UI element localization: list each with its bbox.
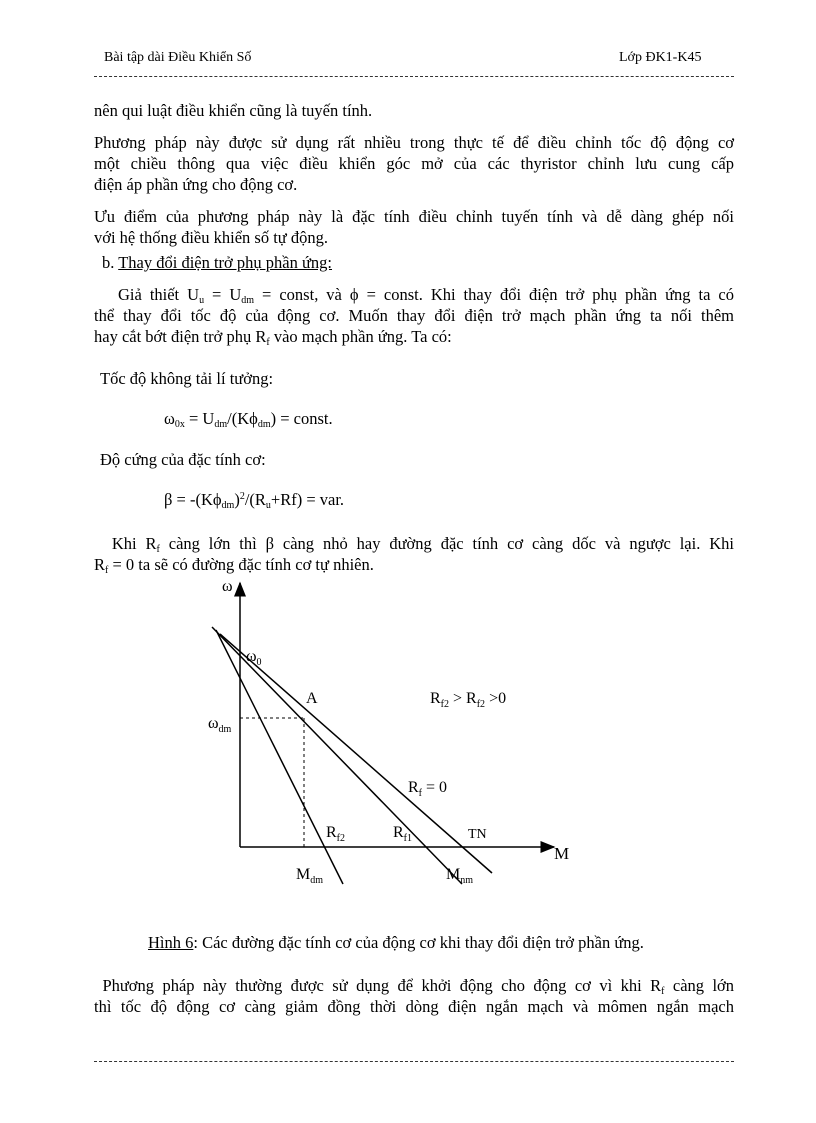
tn-label: TN xyxy=(468,827,487,842)
paragraph-4-line-2: thể thay đổi tốc độ của động cơ. Muốn thay đổi điện trở mạch phần ứng ta nối thêm xyxy=(94,306,734,325)
paragraph-6-line-1: Phương pháp này thường được sử dụng để khởi động cho động cơ vì khi $R_f$ càng lớn xyxy=(102,976,735,997)
point-a-label: A xyxy=(306,690,318,707)
caption-text: : Các đường đặc tính cơ của động cơ khi thay đổi điện trở phần ứng. xyxy=(193,933,644,952)
paragraph-3 xyxy=(94,206,734,248)
section-b-heading xyxy=(102,252,742,273)
figure-svg xyxy=(190,575,590,895)
caption-label: Hình 6 xyxy=(148,933,194,952)
paragraph-5-line-2: $R_f = 0$ ta sẽ có đường đặc tính cơ tự nhiên. xyxy=(94,555,374,576)
header-class: Lớp ĐK1-K45 xyxy=(619,50,702,65)
line-rf2 xyxy=(216,630,346,884)
paragraph-3-line-1: Ưu điểm của phương pháp này là đặc tính điều chỉnh tuyến tính và dễ dàng ghép nối xyxy=(94,207,734,226)
formula-ideal-speed: $\omega_{0x} = U_{dm}/(K\phi_{dm})$ = const. xyxy=(164,409,333,430)
mdm-label: $M_{dm}$ xyxy=(296,866,324,886)
formula-stiffness: $\beta = -(K\phi_{dm})^2/(R_u+Rf)$ = var. xyxy=(164,490,345,511)
mnm-label: $M_{nm}$ xyxy=(446,866,474,886)
y-axis-label: ω xyxy=(222,578,233,595)
characteristic-figure xyxy=(190,575,590,900)
x-axis-label: M xyxy=(554,844,570,863)
rf1-label: $R_{f1}$ xyxy=(393,824,413,844)
paragraph-6-line-2: thì tốc độ động cơ càng giảm đồng thời dòng điện ngắn mạch và mômen ngắn mạch xyxy=(94,997,734,1016)
paragraph-1 xyxy=(94,100,734,121)
paragraph-1-line: nên qui luật điều khiển cũng là tuyến tính. xyxy=(94,101,373,120)
rf2-label: $R_{f2}$ xyxy=(326,824,346,844)
section-b-prefix: b. xyxy=(102,253,119,272)
omega-dm-label: $\omega_{dm}$ xyxy=(208,715,232,735)
paragraph-5 xyxy=(94,533,734,575)
paragraph-5-line-1: Khi $R_f$ càng lớn thì β càng nhỏ hay đường đặc tính cơ càng dốc và ngược lại. Khi xyxy=(111,534,734,555)
paragraph-2 xyxy=(94,132,734,195)
footer-divider xyxy=(94,1061,734,1062)
paragraph-4-line-3: hay cắt bớt điện trở phụ $R_f$ vào mạch phần ứng. Ta có: xyxy=(94,327,452,348)
stiffness-label: Độ cứng của đặc tính cơ: xyxy=(100,450,266,469)
rf-zero-label: $R_f = 0$ xyxy=(408,779,448,799)
relation-label: $R_{f2} > R_{f2} >0$ xyxy=(430,690,507,710)
section-b-title: Thay đổi điện trở phụ phần ứng: xyxy=(118,253,333,272)
paragraph-4-line-1: Giả thiết $U_u = U_{dm}$ = const, và ϕ = const. Khi thay đổi điện trở phụ phần ứng ta có xyxy=(118,285,734,306)
paragraph-2-line-3: điện áp phần ứng cho động cơ. xyxy=(94,175,298,194)
paragraph-2-line-1: Phương pháp này được sử dụng rất nhiều trong thực tế để điều chỉnh tốc độ động cơ xyxy=(94,133,734,152)
ideal-speed-label: Tốc độ không tải lí tưởng: xyxy=(100,369,274,388)
paragraph-4 xyxy=(94,284,734,347)
line-natural xyxy=(220,634,492,873)
header-divider xyxy=(94,76,734,77)
figure-caption xyxy=(148,933,644,953)
paragraph-6 xyxy=(94,975,734,1017)
header-title: Bài tập dài Điều Khiển Số xyxy=(104,50,252,65)
paragraph-2-line-2: một chiều thông qua việc điều khiển góc mở của các thyristor chỉnh lưu cung cấp xyxy=(94,154,734,173)
omega0-label: $\omega_0$ xyxy=(246,648,262,668)
line-rf1 xyxy=(212,627,462,884)
paragraph-3-line-2: với hệ thống điều khiển số tự động. xyxy=(94,228,328,247)
